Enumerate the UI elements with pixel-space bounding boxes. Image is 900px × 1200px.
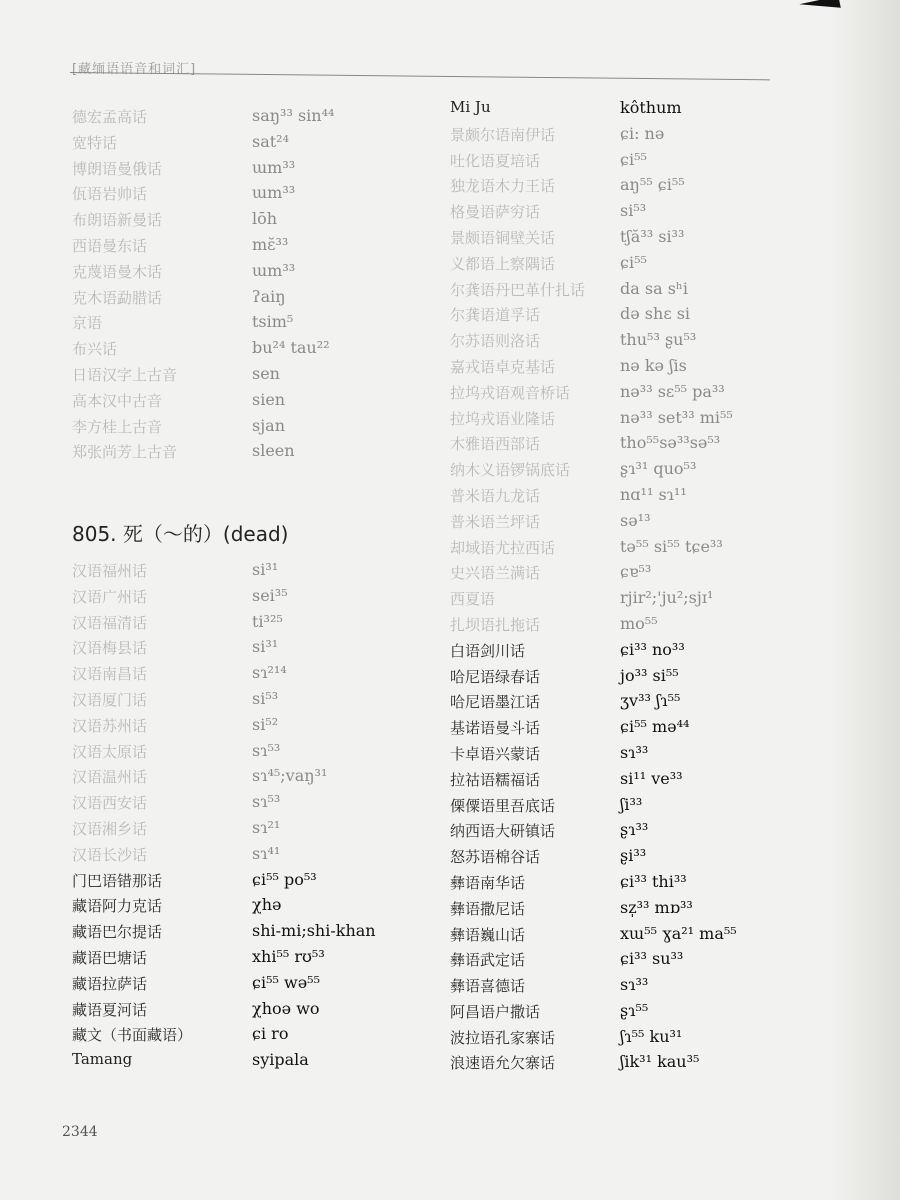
entry-row — [450, 1001, 737, 1027]
entry-row — [72, 132, 334, 158]
language-name: 阿昌语户撒话 — [450, 1002, 541, 1021]
entry-row — [72, 999, 376, 1025]
language-name: 普米语兰坪话 — [450, 512, 541, 531]
entry-row — [72, 441, 334, 467]
language-name: 基诺语曼斗话 — [450, 719, 541, 738]
language-name: 拉坞戎语观音桥话 — [450, 383, 571, 402]
entry-row — [72, 235, 334, 261]
language-name: 吐化语夏培话 — [450, 151, 541, 170]
language-name: 藏语拉萨话 — [72, 974, 148, 993]
language-name: 纳木义语锣锅底话 — [450, 461, 571, 480]
word-form: ʃik³¹ kau³⁵ — [620, 1052, 700, 1072]
language-name: 汉语长沙话 — [72, 845, 148, 864]
entry-row — [450, 485, 737, 511]
word-form: nə kə ʃis — [620, 355, 687, 375]
word-form: sɿ⁵³ — [252, 792, 281, 812]
page-edge-shadow — [830, 0, 900, 1200]
word-form: ɯm³³ — [252, 183, 296, 203]
entry-row — [72, 766, 376, 792]
language-name: Tamang — [72, 1050, 133, 1069]
entry-row — [72, 1050, 376, 1076]
word-form: ɕi⁵⁵ po⁵³ — [252, 869, 317, 889]
entry-row — [450, 124, 737, 150]
entry-row — [72, 1024, 376, 1050]
word-form: sɿ³³ — [620, 742, 649, 762]
entry-row — [450, 356, 737, 382]
entry-row — [72, 792, 376, 818]
word-form: sien — [252, 389, 286, 409]
word-form: sjan — [252, 415, 286, 435]
word-form: sɿ²¹ — [252, 817, 281, 837]
word-form: si⁵³ — [620, 201, 647, 221]
language-name: 义都语上察隅话 — [450, 254, 556, 273]
word-form: ɕi⁵⁵ — [620, 252, 647, 272]
word-form: mo⁵⁵ — [620, 613, 658, 633]
word-form: sɿ⁴⁵;vaŋ³¹ — [252, 766, 328, 786]
entry-row — [72, 287, 334, 313]
entry-row — [72, 844, 376, 870]
word-form: sleen — [252, 441, 295, 461]
entry-row — [450, 949, 737, 975]
language-name: 汉语梅县话 — [72, 639, 148, 658]
word-form: syipala — [252, 1050, 309, 1070]
language-name: 藏语巴尔提话 — [72, 923, 163, 942]
page-number: 2344 — [62, 1124, 98, 1140]
language-name: 尔苏语则洛话 — [450, 332, 541, 351]
entry-row — [72, 560, 376, 586]
language-name: 藏语阿力克话 — [72, 897, 163, 916]
word-form: ɕi⁵⁵ wə⁵⁵ — [252, 972, 320, 992]
entry-row — [450, 769, 737, 795]
language-name: 格曼语萨穷话 — [450, 203, 541, 222]
word-form: si⁵³ — [252, 688, 279, 708]
entry-row — [450, 201, 737, 227]
word-form: ɕi³³ su³³ — [620, 949, 684, 969]
language-name: 白语剑川话 — [450, 641, 526, 660]
entry-row — [72, 312, 334, 338]
word-form: sz̩³³ mɒ³³ — [620, 897, 693, 917]
language-name: 尔龚语道孚话 — [450, 306, 541, 325]
entry-row — [450, 820, 737, 846]
word-form: ɯm³³ — [252, 260, 296, 280]
entry-row — [450, 175, 737, 201]
language-name: 独龙语木力王话 — [450, 177, 556, 196]
language-name: 汉语福清话 — [72, 613, 148, 632]
word-form: sei³⁵ — [252, 585, 288, 605]
entry-row — [72, 818, 376, 844]
word-form: ɕi³³ thi³³ — [620, 871, 687, 891]
language-name: 藏语夏河话 — [72, 1000, 148, 1019]
running-header: [藏缅语语音和词汇] — [72, 62, 197, 77]
entry-row — [72, 947, 376, 973]
entry-row — [72, 364, 334, 390]
word-form: ɯm³³ — [252, 157, 296, 177]
word-form: tsim⁵ — [252, 312, 294, 332]
word-form: nɑ¹¹ sɿ¹¹ — [620, 484, 687, 504]
language-name: 藏语巴塘话 — [72, 948, 148, 967]
language-name: 彝语武定话 — [450, 951, 526, 970]
language-name: 波拉语孔家寨话 — [450, 1028, 556, 1047]
entry-row — [72, 209, 334, 235]
word-form: ɕɐ⁵³ — [620, 562, 652, 582]
entry-row — [72, 416, 334, 442]
entry-row — [72, 390, 334, 416]
entry-row — [72, 741, 376, 767]
word-form: sɿ⁴¹ — [252, 843, 281, 863]
word-form: ʃɿ⁵⁵ ku³¹ — [620, 1026, 683, 1046]
language-name: 博朗语曼俄话 — [72, 159, 163, 178]
word-form: sen — [252, 363, 280, 383]
word-form: sə¹³ — [620, 510, 651, 530]
entry-row — [450, 330, 737, 356]
entry-row — [72, 338, 334, 364]
language-name: 汉语温州话 — [72, 768, 148, 787]
entry-row — [450, 743, 737, 769]
language-name: 嘉戎语卓克基话 — [450, 357, 556, 376]
language-name: 彝语巍山话 — [450, 925, 526, 944]
entry-row — [450, 846, 737, 872]
language-name: 彝语撒尼话 — [450, 899, 526, 918]
entry-row — [450, 253, 737, 279]
entry-row — [450, 614, 737, 640]
language-name: 德宏孟高话 — [72, 108, 148, 126]
language-name: 彝语喜德话 — [450, 977, 526, 996]
language-name: 拉坞戎语业隆话 — [450, 409, 556, 428]
entry-row — [72, 921, 376, 947]
word-form: nə³³ set³³ mi⁵⁵ — [620, 407, 733, 427]
language-name: 普米语九龙话 — [450, 486, 541, 505]
language-name: 汉语南昌话 — [72, 665, 148, 684]
language-name: 史兴语兰满话 — [450, 564, 541, 583]
entry-row — [450, 640, 737, 666]
entry-row — [450, 98, 737, 124]
word-form: thu⁵³ ʂu⁵³ — [620, 330, 697, 350]
word-form: ʂi³³ — [620, 846, 647, 866]
entry-row — [72, 895, 376, 921]
entry-row — [72, 870, 376, 896]
language-name: 日语汉字上古音 — [72, 365, 178, 384]
entry-row — [450, 304, 737, 330]
word-form: lōh — [252, 209, 278, 229]
language-name: 克木语勐腊话 — [72, 288, 163, 307]
language-name: 扎坝语扎拖话 — [450, 615, 541, 634]
language-name: 尔龚语丹巴革什扎话 — [450, 280, 586, 299]
language-name: 拉祜语糯福话 — [450, 770, 541, 789]
left-column-top-entries — [72, 106, 334, 467]
entry-row — [450, 795, 737, 821]
language-name: 郑张尚芳上古音 — [72, 443, 178, 462]
word-form: ɕi⁵⁵ — [620, 149, 647, 169]
word-form: xhi⁵⁵ rʊ⁵³ — [252, 946, 325, 966]
word-form: tho⁵⁵sə³³sə⁵³ — [620, 433, 721, 453]
word-form: ɕi ro — [252, 1024, 289, 1044]
entry-row — [450, 666, 737, 692]
word-form: χhoə wo — [252, 998, 320, 1018]
language-name: 怒苏语棉谷话 — [450, 848, 541, 867]
word-form: da sa sʰi — [620, 278, 688, 298]
language-name: 布兴话 — [72, 340, 118, 359]
word-form: tʃă³³ si³³ — [620, 226, 685, 246]
word-form: ʒv³³ ʃɿ⁵⁵ — [620, 691, 681, 711]
entry-row — [72, 261, 334, 287]
language-name: 宽特话 — [72, 133, 118, 152]
language-name: 李方桂上古音 — [72, 417, 163, 436]
entry-row — [450, 717, 737, 743]
language-name: 纳西语大研镇话 — [450, 822, 556, 841]
language-name: 西夏语 — [450, 590, 496, 609]
word-form: aŋ⁵⁵ ɕi⁵⁵ — [620, 175, 685, 195]
language-name: 哈尼语墨江话 — [450, 693, 541, 712]
word-form: də shɛ si — [620, 304, 691, 324]
word-form: nə³³ sɛ⁵⁵ pa³³ — [620, 381, 725, 401]
entry-row — [450, 150, 737, 176]
entry-row — [450, 382, 737, 408]
language-name: 汉语厦门话 — [72, 690, 148, 709]
entry-row — [72, 586, 376, 612]
language-name: 克蔑语曼木话 — [72, 262, 163, 281]
entry-row — [72, 158, 334, 184]
entry-row — [450, 1027, 737, 1053]
language-name: 卡卓语兴蒙话 — [450, 744, 541, 763]
language-name: 景颇语铜壁关话 — [450, 228, 556, 247]
language-name: 汉语苏州话 — [72, 716, 148, 735]
word-form: si³¹ — [252, 637, 279, 657]
entry-row — [450, 872, 737, 898]
entry-row — [450, 511, 737, 537]
word-form: ʂɿ³¹ quo⁵³ — [620, 459, 697, 479]
language-name: 汉语太原话 — [72, 742, 148, 761]
word-form: bu²⁴ tau²² — [252, 338, 330, 358]
language-name: 门巴语错那话 — [72, 871, 163, 890]
language-name: 木雅语西部话 — [450, 435, 541, 454]
language-name: 傈僳语里吾底话 — [450, 796, 556, 815]
language-name: 藏文（书面藏语） — [72, 1026, 193, 1045]
entry-row — [450, 975, 737, 1001]
word-form: ʂɿ³³ — [620, 820, 649, 840]
word-form: χhə — [252, 895, 282, 915]
entry-row — [450, 537, 737, 563]
language-name: 京语 — [72, 314, 103, 333]
entry-row — [72, 689, 376, 715]
left-column-bottom-entries — [72, 560, 376, 1076]
entry-row — [72, 106, 334, 132]
word-form: kôthum — [620, 98, 682, 117]
right-column-entries — [450, 98, 737, 1078]
word-form: sat²⁴ — [252, 131, 290, 151]
section-title: 805. 死（～的）(dead) — [72, 522, 289, 546]
entry-row — [72, 612, 376, 638]
word-form: sɿ³³ — [620, 975, 649, 995]
language-name: 哈尼语绿春话 — [450, 667, 541, 686]
entry-row — [72, 715, 376, 741]
word-form: saŋ³³ sin⁴⁴ — [252, 106, 335, 125]
language-name: 高本汉中古音 — [72, 391, 163, 410]
word-form: ʃi³³ — [620, 794, 643, 814]
language-name: 布朗语新曼话 — [72, 211, 163, 230]
language-name: 浪速语允欠寨话 — [450, 1054, 556, 1073]
language-name: 佤语岩帅话 — [72, 185, 148, 204]
entry-row — [450, 562, 737, 588]
entry-row — [72, 663, 376, 689]
language-name: 汉语广州话 — [72, 587, 148, 606]
language-name: 景颇尔语南伊话 — [450, 125, 556, 144]
word-form: rjir²;'ju²;sjɪ¹ — [620, 588, 714, 608]
entry-row — [72, 973, 376, 999]
entry-row — [450, 898, 737, 924]
entry-row — [450, 691, 737, 717]
word-form: ti³²⁵ — [252, 611, 283, 631]
entry-row — [450, 588, 737, 614]
word-form: sɿ²¹⁴ — [252, 663, 287, 683]
language-name: 西语曼东话 — [72, 236, 148, 255]
word-form: tə⁵⁵ si⁵⁵ tɕe³³ — [620, 536, 723, 556]
entry-row — [72, 637, 376, 663]
word-form: si¹¹ ve³³ — [620, 768, 683, 788]
entry-row — [450, 279, 737, 305]
word-form: jo³³ si⁵⁵ — [620, 665, 679, 685]
language-name: 汉语西安话 — [72, 794, 148, 813]
word-form: si⁵² — [252, 714, 279, 734]
word-form: ɕi⁵⁵ mə⁴⁴ — [620, 717, 690, 737]
word-form: ʂɿ⁵⁵ — [620, 1000, 649, 1020]
word-form: si³¹ — [252, 560, 279, 579]
language-name: 彝语南华话 — [450, 873, 526, 892]
language-name: Mi Ju — [450, 98, 491, 116]
entry-row — [450, 1052, 737, 1078]
entry-row — [450, 227, 737, 253]
entry-row — [72, 183, 334, 209]
entry-row — [450, 433, 737, 459]
word-form: ɕi³³ no³³ — [620, 639, 685, 659]
language-name: 却域语尤拉西话 — [450, 538, 556, 557]
entry-row — [450, 924, 737, 950]
word-form: mɛ̆³³ — [252, 234, 289, 254]
word-form: ɕi: nə — [620, 123, 665, 143]
entry-row — [450, 459, 737, 485]
word-form: sɿ⁵³ — [252, 740, 281, 760]
language-name: 汉语湘乡话 — [72, 819, 148, 838]
word-form: ʔaiŋ — [252, 286, 286, 306]
language-name: 汉语福州话 — [72, 562, 148, 580]
word-form: xɯ⁵⁵ ɣa²¹ ma⁵⁵ — [620, 923, 737, 943]
word-form: shi-mi;shi-khan — [252, 921, 376, 941]
entry-row — [450, 408, 737, 434]
